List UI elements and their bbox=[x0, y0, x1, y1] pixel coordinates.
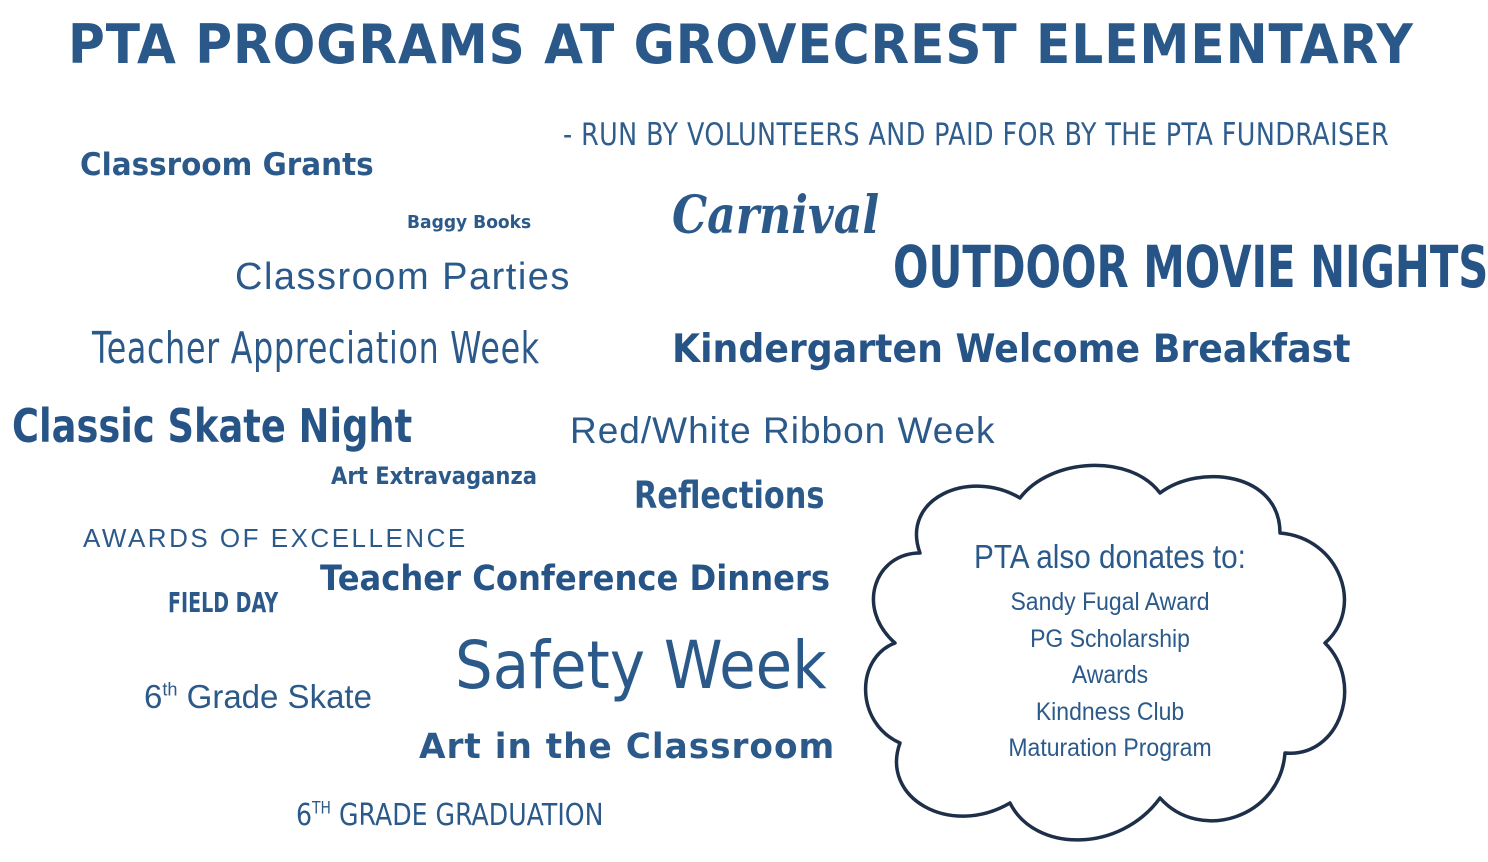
program-teacher-conference-dinners: Teacher Conference Dinners bbox=[320, 559, 830, 599]
program-safety-week: Safety Week bbox=[455, 627, 827, 704]
graduation-suffix: TH bbox=[312, 798, 331, 818]
graduation-label: GRADE GRADUATION bbox=[330, 798, 604, 833]
donation-item: Kindness Club bbox=[1035, 697, 1185, 726]
program-classic-skate-night: Classic Skate Night bbox=[12, 399, 413, 453]
graduation-number: 6 bbox=[296, 798, 313, 833]
sixth-skate-suffix: th bbox=[162, 679, 178, 700]
donations-heading: PTA also donates to: bbox=[974, 538, 1246, 575]
donations-list bbox=[940, 584, 1280, 767]
program-sixth-grade-graduation bbox=[296, 798, 604, 833]
donation-item: Awards bbox=[1071, 661, 1149, 689]
sixth-skate-label: Grade Skate bbox=[177, 678, 372, 715]
program-field-day: FIELD DAY bbox=[168, 586, 279, 619]
program-sixth-grade-skate bbox=[144, 680, 372, 713]
donation-item: PG Scholarship bbox=[1030, 624, 1190, 653]
donation-item: Maturation Program bbox=[1008, 734, 1212, 762]
program-reflections: Reflections bbox=[634, 474, 825, 517]
program-teacher-appreciation-week: Teacher Appreciation Week bbox=[92, 323, 540, 374]
program-classroom-grants: Classroom Grants bbox=[80, 147, 374, 183]
program-carnival: Carnival bbox=[672, 185, 880, 246]
program-awards-of-excellence: AWARDS OF EXCELLENCE bbox=[83, 523, 468, 553]
page-title: PTA PROGRAMS AT GROVECREST ELEMENTARY bbox=[68, 13, 1414, 76]
sixth-skate-number: 6 bbox=[144, 678, 163, 715]
page-subtitle: - RUN BY VOLUNTEERS AND PAID FOR BY THE PTA FUNDRAISER bbox=[563, 117, 1390, 153]
program-baggy-books: Baggy Books bbox=[407, 212, 532, 233]
donation-item: Sandy Fugal Award bbox=[1010, 588, 1210, 616]
program-art-extravaganza: Art Extravaganza bbox=[331, 462, 538, 490]
program-art-in-the-classroom: Art in the Classroom bbox=[419, 727, 836, 767]
program-kindergarten-welcome-breakfast: Kindergarten Welcome Breakfast bbox=[672, 327, 1351, 372]
program-red-white-ribbon-week: Red/White Ribbon Week bbox=[570, 410, 996, 451]
program-classroom-parties: Classroom Parties bbox=[235, 256, 571, 298]
donations-panel bbox=[940, 538, 1280, 767]
program-outdoor-movie-nights: OUTDOOR MOVIE NIGHTS bbox=[893, 233, 1488, 301]
